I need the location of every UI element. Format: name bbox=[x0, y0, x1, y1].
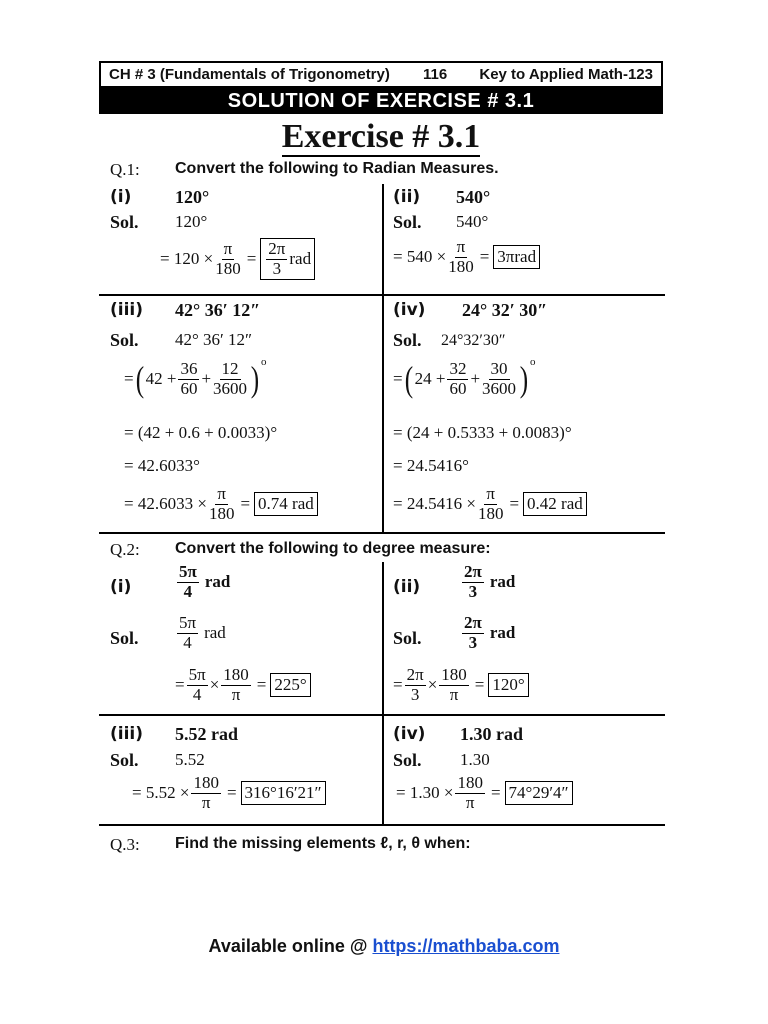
numerator: 32 bbox=[449, 359, 467, 378]
q1-ii-given: 540° bbox=[456, 212, 489, 231]
q1-iii-pre: = 42.6033 × bbox=[124, 494, 207, 514]
book-label: Key to Applied Math-123 bbox=[479, 66, 653, 83]
equals: = bbox=[175, 675, 185, 695]
numerator: 5π bbox=[179, 613, 197, 632]
footer bbox=[0, 936, 768, 957]
q1-iv-line3: = 24.5416° bbox=[393, 456, 469, 475]
fraction bbox=[462, 563, 484, 601]
q2-iv-answer: 74°29′4″ bbox=[505, 781, 573, 805]
plus: + bbox=[470, 369, 481, 389]
equals: = bbox=[256, 675, 267, 695]
q2-iv-equation bbox=[396, 774, 573, 812]
q2-ii-value bbox=[460, 563, 515, 601]
denominator: 3600 bbox=[213, 378, 248, 398]
denominator: 60 bbox=[449, 378, 467, 398]
q2-i-label: (i) bbox=[110, 577, 132, 597]
q1-i-answer bbox=[260, 238, 315, 280]
fraction bbox=[447, 360, 468, 398]
q2-iii-pre: = 5.52 × bbox=[132, 783, 190, 803]
equals: = bbox=[393, 675, 403, 695]
q1-iii-line4 bbox=[124, 485, 318, 523]
fraction bbox=[478, 485, 504, 523]
q1-ii-value: 540° bbox=[456, 187, 491, 207]
fraction bbox=[209, 485, 235, 523]
q2-ii-answer: 120° bbox=[488, 673, 528, 697]
q2-ii-label: (ii) bbox=[393, 577, 421, 597]
numerator: 36 bbox=[180, 359, 198, 378]
fraction bbox=[462, 614, 484, 652]
numerator: 30 bbox=[490, 359, 508, 378]
q2-i-equation bbox=[175, 666, 311, 704]
numerator: 2π bbox=[268, 239, 286, 258]
plus: + bbox=[201, 369, 212, 389]
fraction bbox=[177, 563, 199, 601]
numerator: 180 bbox=[457, 773, 483, 792]
q1-iv-value: 24° 32′ 30″ bbox=[462, 300, 548, 320]
equals: = bbox=[124, 369, 134, 389]
q2-i-sol: Sol. bbox=[110, 628, 139, 648]
q1-i-pre: = 120 × bbox=[160, 249, 214, 269]
q2-iii-label: (iii) bbox=[110, 724, 144, 744]
chapter-label: CH # 3 (Fundamentals of Trigonometry) bbox=[109, 66, 390, 83]
equals: = bbox=[509, 494, 520, 514]
page-number: 116 bbox=[423, 66, 448, 83]
unit: rad bbox=[204, 623, 226, 643]
divider bbox=[99, 824, 665, 826]
denominator: π bbox=[449, 684, 459, 704]
q1-number: Q.1: bbox=[110, 160, 140, 179]
q2-iii-given: 5.52 bbox=[175, 750, 205, 769]
q1-iii-value: 42° 36′ 12″ bbox=[175, 300, 261, 320]
numerator: 2π bbox=[406, 665, 424, 684]
equals: = bbox=[479, 247, 490, 267]
q2-text: Convert the following to degree measure: bbox=[175, 540, 491, 557]
equals: = bbox=[490, 783, 501, 803]
q1-i-given: 120° bbox=[175, 212, 208, 231]
q2-iii-answer: 316°16′21″ bbox=[241, 781, 326, 805]
q1-i-sol: Sol. bbox=[110, 212, 139, 232]
numerator: 12 bbox=[221, 359, 239, 378]
divider bbox=[382, 184, 384, 294]
page-title bbox=[99, 118, 663, 156]
denominator: 60 bbox=[180, 378, 198, 398]
fraction bbox=[191, 774, 221, 812]
q2-iv-given: 1.30 bbox=[460, 750, 490, 769]
numerator: 2π bbox=[464, 562, 482, 581]
q1-iii-line2: = (42 + 0.6 + 0.0033)° bbox=[124, 423, 278, 442]
divider bbox=[382, 296, 384, 532]
numerator: 180 bbox=[193, 773, 219, 792]
denominator: π bbox=[231, 684, 241, 704]
denominator: π bbox=[201, 792, 211, 812]
page-title-text: Exercise # 3.1 bbox=[281, 118, 481, 155]
q1-iii-sol: Sol. bbox=[110, 330, 139, 350]
denominator: 3 bbox=[468, 581, 478, 601]
numerator: π bbox=[456, 237, 466, 256]
unit: rad bbox=[489, 623, 516, 643]
q1-ii-sol: Sol. bbox=[393, 212, 422, 232]
unit: rad bbox=[489, 572, 516, 592]
times: × bbox=[427, 675, 438, 695]
q2-i-answer: 225° bbox=[270, 673, 310, 697]
q1-i-value: 120° bbox=[175, 187, 210, 207]
q1-iv-sol: Sol. bbox=[393, 330, 422, 350]
q1-iv-pre: = 24.5416 × bbox=[393, 494, 476, 514]
denominator: 3 bbox=[468, 632, 478, 652]
numerator: 180 bbox=[223, 665, 249, 684]
denominator: 3 bbox=[272, 258, 282, 278]
numerator: 2π bbox=[464, 613, 482, 632]
q1-iv-line4 bbox=[393, 485, 587, 523]
q1-iii-label: (iii) bbox=[110, 300, 144, 320]
q1-iii-answer: 0.74 rad bbox=[254, 492, 318, 516]
denominator: 4 bbox=[183, 632, 192, 652]
q2-iii-equation bbox=[132, 774, 326, 812]
fraction bbox=[266, 240, 287, 278]
denominator: 3600 bbox=[482, 378, 517, 398]
q2-ii-given bbox=[460, 614, 515, 652]
q2-iv-label: (iv) bbox=[393, 724, 426, 744]
website-link[interactable]: https://mathbaba.com bbox=[372, 936, 560, 956]
equals: = bbox=[226, 783, 237, 803]
q2-iv-pre: = 1.30 × bbox=[396, 783, 454, 803]
footer-prefix: Available online @ bbox=[208, 936, 373, 956]
q1-i-equation bbox=[160, 238, 315, 280]
degree-mark: o bbox=[261, 356, 267, 368]
right-paren: ) bbox=[250, 359, 260, 400]
equals: = bbox=[240, 494, 251, 514]
denominator: 4 bbox=[192, 684, 202, 704]
q2-number: Q.2: bbox=[110, 540, 140, 559]
fraction bbox=[177, 614, 198, 652]
equals: = bbox=[474, 675, 485, 695]
q1-ii-equation bbox=[393, 238, 540, 276]
q1-iii-given: 42° 36′ 12″ bbox=[175, 330, 253, 349]
q1-iii-line1 bbox=[124, 356, 267, 400]
fraction bbox=[213, 360, 247, 398]
q1-iv-label: (iv) bbox=[393, 300, 426, 320]
q1-iv-line2: = (24 + 0.5333 + 0.0083)° bbox=[393, 423, 572, 442]
q1-ii-answer: 3πrad bbox=[493, 245, 540, 269]
equals: = bbox=[393, 369, 403, 389]
fraction bbox=[187, 666, 208, 704]
denominator: 4 bbox=[183, 581, 193, 601]
term: 42 + bbox=[145, 369, 177, 389]
fraction bbox=[482, 360, 516, 398]
fraction bbox=[221, 666, 251, 704]
fraction bbox=[215, 240, 241, 278]
fraction bbox=[448, 238, 474, 276]
unit: rad bbox=[204, 572, 231, 592]
denominator: 3 bbox=[410, 684, 420, 704]
q1-iv-answer: 0.42 rad bbox=[523, 492, 587, 516]
q2-i-given bbox=[175, 614, 226, 652]
q2-iii-value: 5.52 rad bbox=[175, 724, 238, 744]
equals: = bbox=[246, 249, 257, 269]
unit: rad bbox=[289, 249, 312, 269]
solution-band: SOLUTION OF EXERCISE # 3.1 bbox=[99, 88, 663, 114]
denominator: 180 bbox=[215, 258, 241, 278]
left-paren: ( bbox=[404, 359, 413, 400]
q1-iv-given: 24°32′30″ bbox=[441, 332, 506, 349]
numerator: 5π bbox=[188, 665, 206, 684]
q2-ii-equation bbox=[393, 666, 529, 704]
q2-iv-value: 1.30 rad bbox=[460, 724, 523, 744]
fraction bbox=[405, 666, 426, 704]
q1-iv-line1 bbox=[393, 356, 536, 400]
denominator: 180 bbox=[208, 503, 235, 523]
fraction bbox=[439, 666, 469, 704]
q1-text: Convert the following to Radian Measures. bbox=[175, 160, 499, 177]
q1-ii-pre: = 540 × bbox=[393, 247, 447, 267]
q2-iii-sol: Sol. bbox=[110, 750, 139, 770]
q2-ii-sol: Sol. bbox=[393, 628, 422, 648]
q1-ii-label: (ii) bbox=[393, 187, 421, 207]
page-header bbox=[99, 61, 663, 88]
q2-iv-sol: Sol. bbox=[393, 750, 422, 770]
q3-text: Find the missing elements ℓ, r, θ when: bbox=[175, 835, 471, 852]
right-paren: ) bbox=[519, 359, 529, 400]
q2-i-value bbox=[175, 563, 230, 601]
fraction bbox=[178, 360, 199, 398]
q1-iii-line3: = 42.6033° bbox=[124, 456, 200, 475]
divider bbox=[382, 716, 384, 824]
fraction bbox=[455, 774, 485, 812]
divider bbox=[382, 562, 384, 714]
numerator: 180 bbox=[441, 665, 467, 684]
q1-i-label: (i) bbox=[110, 187, 132, 207]
denominator: 180 bbox=[477, 503, 504, 523]
q3-number: Q.3: bbox=[110, 835, 140, 854]
numerator: π bbox=[486, 484, 495, 503]
denominator: π bbox=[465, 792, 475, 812]
divider bbox=[99, 532, 665, 534]
left-paren: ( bbox=[135, 359, 144, 400]
numerator: 5π bbox=[179, 562, 197, 581]
times: × bbox=[209, 675, 220, 695]
numerator: π bbox=[223, 239, 233, 258]
degree-mark: o bbox=[530, 356, 536, 368]
numerator: π bbox=[217, 484, 226, 503]
denominator: 180 bbox=[448, 256, 474, 276]
term: 24 + bbox=[414, 369, 446, 389]
